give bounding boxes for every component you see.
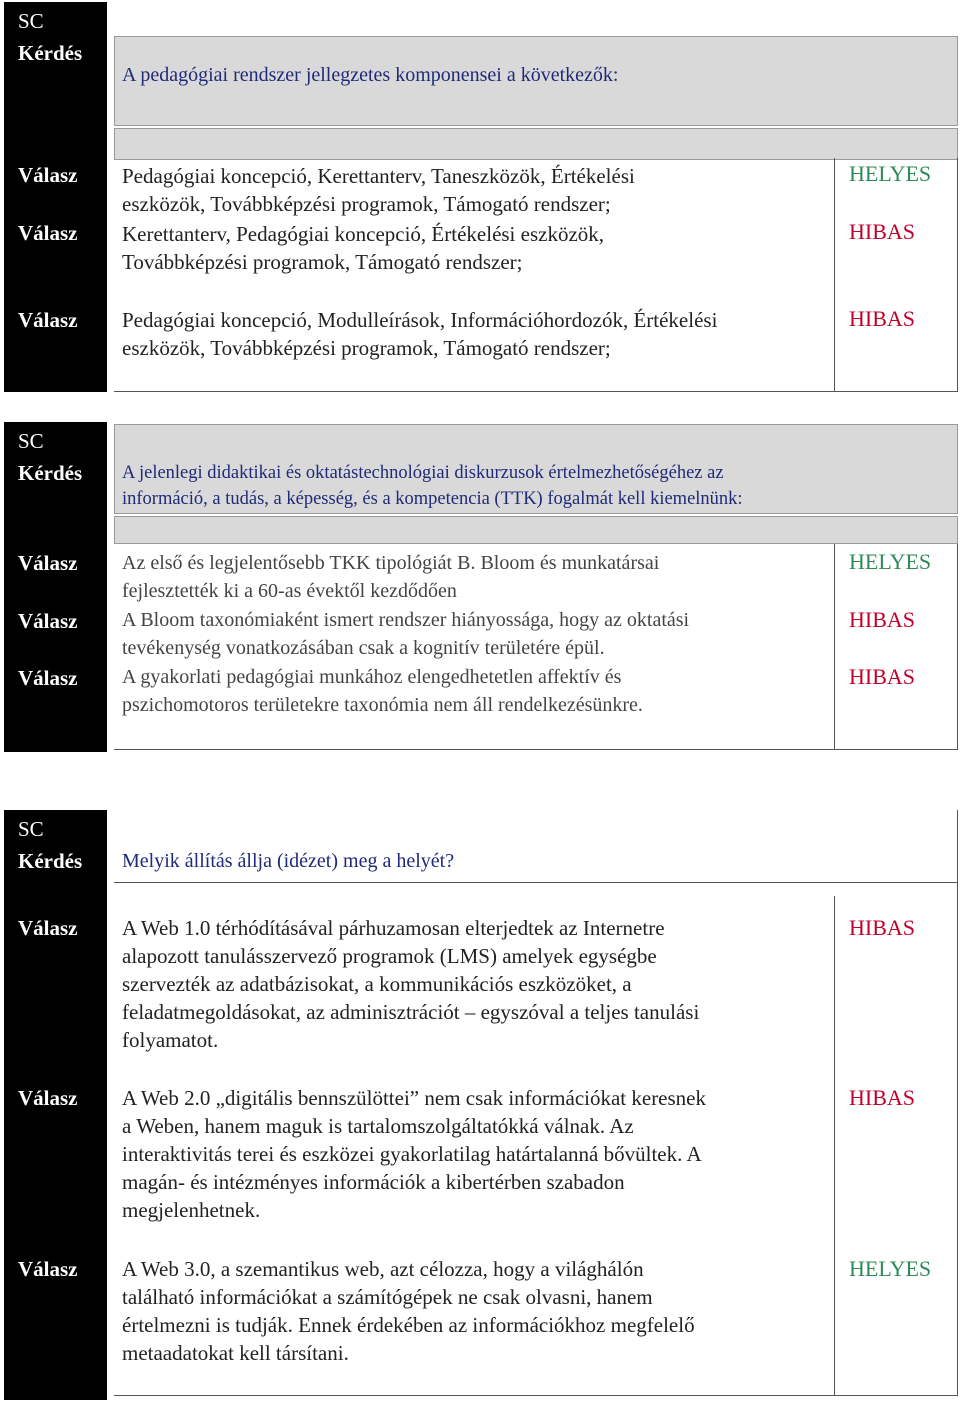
answer-line: Továbbképzési programok, Támogató rendszer; — [122, 250, 523, 274]
border-bottom — [114, 1395, 958, 1396]
answer-label: Válasz — [18, 163, 78, 187]
question-label: Kérdés — [18, 41, 83, 65]
result-wrong: HIBAS — [849, 306, 916, 331]
column-divider — [834, 158, 835, 392]
answer-text — [122, 607, 822, 662]
answer-line: megjelenhetnek. — [122, 1198, 261, 1222]
answer-line: tevékenység vonatkozásában csak a kognitív területére épül. — [122, 636, 605, 659]
question-block-3 — [4, 810, 958, 1400]
sc-label: SC — [18, 429, 44, 453]
answer-line: A Web 3.0, a szemantikus web, azt célozza, hogy a világhálón — [122, 1257, 644, 1281]
result-wrong: HIBAS — [849, 607, 916, 632]
answer-line: Kerettanterv, Pedagógiai koncepció, Értékelési eszközök, — [122, 222, 605, 246]
column-divider — [834, 544, 835, 750]
result-correct: HELYES — [849, 161, 932, 186]
result-wrong: HIBAS — [849, 1085, 916, 1110]
question-label: Kérdés — [18, 849, 83, 873]
result-correct: HELYES — [849, 549, 932, 574]
answer-label: Válasz — [18, 551, 78, 575]
answer-line: értelmezni is tudják. Ennek érdekében az információkhoz megfelelő — [122, 1313, 695, 1337]
answer-line: eszközök, Továbbképzési programok, Támogató rendszer; — [122, 336, 611, 360]
question-text: Melyik állítás állja (idézet) meg a helyét? — [122, 850, 455, 872]
answer-line: alapozott tanulásszervező programok (LMS) amelyek egységbe — [122, 944, 657, 968]
question-label: Kérdés — [18, 461, 83, 485]
result-wrong: HIBAS — [849, 219, 916, 244]
answer-line: metaadatokat kell társítani. — [122, 1341, 349, 1365]
answer-label: Válasz — [18, 308, 78, 332]
question-line: információ, a tudás, a képesség, és a kompetencia (TTK) fogalmát kell kiemelnünk: — [122, 489, 743, 509]
question-text: A pedagógiai rendszer jellegzetes komponensei a következők: — [122, 64, 619, 86]
question-divider — [114, 882, 958, 883]
separator-row — [114, 516, 958, 544]
answer-line: Pedagógiai koncepció, Modulleírások, Információhordozók, Értékelési — [122, 308, 718, 332]
answer-label: Válasz — [18, 609, 78, 633]
answer-line: interaktivitás terei és eszközei gyakorlatilag határtalanná bővültek. A — [122, 1142, 702, 1166]
border-bottom — [114, 391, 958, 392]
answer-text — [122, 1084, 822, 1224]
question-block-2 — [4, 422, 958, 752]
separator-row — [114, 128, 958, 160]
answer-text — [122, 1255, 822, 1367]
answer-text — [122, 162, 822, 218]
answer-label: Válasz — [18, 666, 78, 690]
answer-line: folyamatot. — [122, 1028, 219, 1052]
sc-label: SC — [18, 9, 44, 33]
answer-line: található információkat a számítógépek ne csak olvasni, hanem — [122, 1285, 653, 1309]
answer-label: Válasz — [18, 916, 78, 940]
answer-line: A Bloom taxonómiaként ismert rendszer hiányossága, hogy az oktatási — [122, 609, 690, 631]
answer-line: Pedagógiai koncepció, Kerettanterv, Taneszközök, Értékelési — [122, 164, 635, 188]
question-text — [122, 460, 743, 512]
border-right — [957, 158, 958, 392]
answer-line: Az első és legjelentősebb TKK tipológiát B. Bloom és munkatársai — [122, 552, 660, 574]
answer-line: eszközök, Továbbképzési programok, Támogató rendszer; — [122, 192, 611, 216]
answer-line: A Web 2.0 „digitális bennszülöttei” nem csak információkat keresnek — [122, 1086, 707, 1110]
answer-line: A gyakorlati pedagógiai munkához elengedhetetlen affektív és — [122, 666, 622, 688]
border-right — [957, 544, 958, 750]
answer-text — [122, 664, 822, 719]
result-wrong: HIBAS — [849, 915, 916, 940]
answer-text — [122, 550, 822, 605]
border-right — [957, 810, 958, 1396]
answer-line: magán- és intézményes információk a kibertérben szabadon — [122, 1170, 625, 1194]
column-divider — [834, 896, 835, 1396]
answer-text — [122, 220, 822, 276]
answer-line: pszichomotoros területekre taxonómia nem áll rendelkezésünkre. — [122, 693, 643, 716]
answer-label: Válasz — [18, 221, 78, 245]
answer-line: fejlesztették ki a 60-as évektől kezdődően — [122, 579, 457, 602]
question-block-1 — [4, 2, 958, 392]
sc-label: SC — [18, 817, 44, 841]
answer-line: A Web 1.0 térhódításával párhuzamosan elterjedtek az Internetre — [122, 916, 665, 940]
answer-text — [122, 914, 822, 1054]
answer-line: feladatmegoldásokat, az adminisztrációt – egyszóval a teljes tanulási — [122, 1000, 700, 1024]
question-line: A jelenlegi didaktikai és oktatástechnológiai diskurzusok értelmezhetőségéhez az — [122, 463, 724, 483]
answer-label: Válasz — [18, 1086, 78, 1110]
result-correct: HELYES — [849, 1256, 932, 1281]
border-bottom — [114, 749, 958, 750]
result-wrong: HIBAS — [849, 664, 916, 689]
answer-label: Válasz — [18, 1257, 78, 1281]
answer-line: szervezték az adatbázisokat, a kommunikációs eszközöket, a — [122, 972, 632, 996]
answer-text — [122, 306, 822, 362]
answer-line: a Weben, hanem maguk is tartalomszolgáltatókká válnak. Az — [122, 1114, 634, 1138]
